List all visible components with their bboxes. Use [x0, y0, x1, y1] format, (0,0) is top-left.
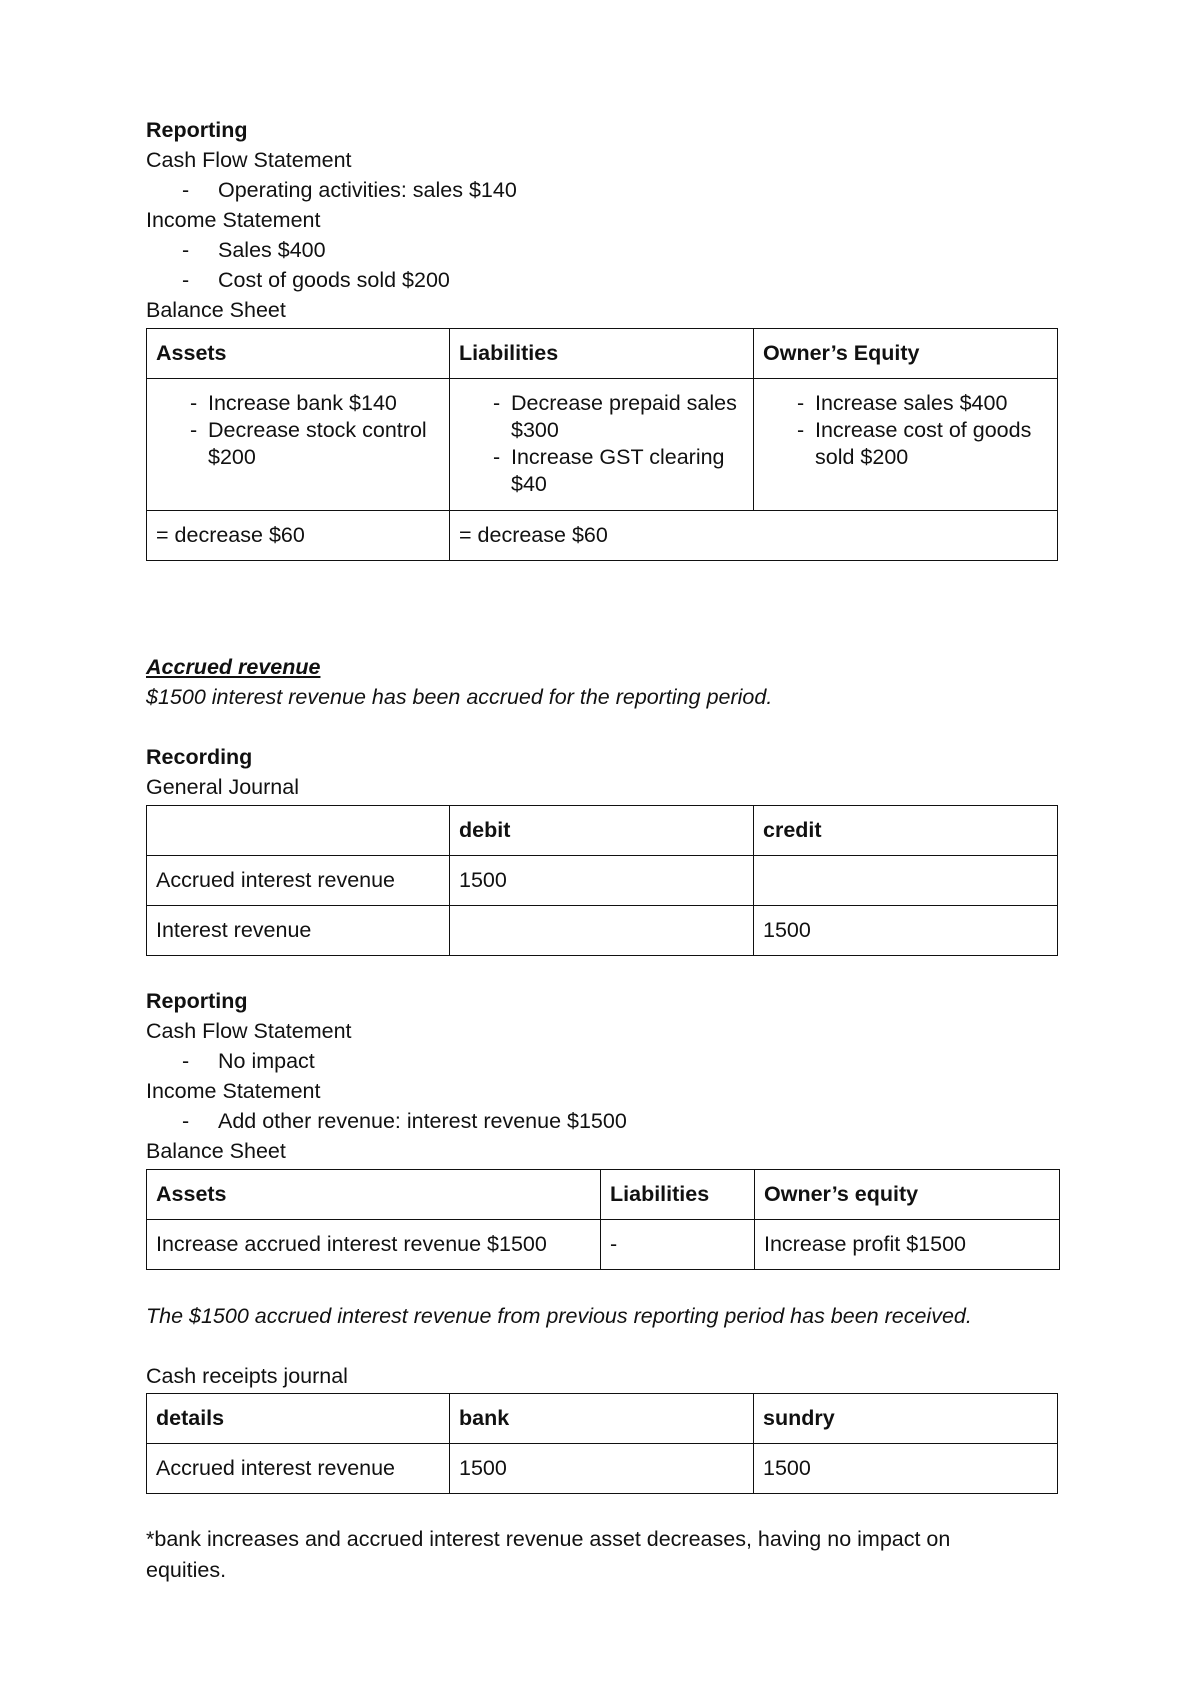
table-cell: 1500 — [450, 1444, 754, 1494]
balance-sheet-table — [146, 328, 1058, 561]
balance-sheet-label: Balance Sheet — [146, 1139, 286, 1163]
table-header: details — [147, 1394, 450, 1444]
cash-flow-item: - Operating activities: sales $140 — [182, 178, 517, 202]
table-header: Owner’s Equity — [754, 329, 1058, 379]
table-cell: Interest revenue — [147, 906, 450, 956]
list-item: - Decrease stock control $200 — [190, 418, 427, 469]
table-header: bank — [450, 1394, 754, 1444]
table-header: Owner’s equity — [755, 1170, 1060, 1220]
general-journal-label: General Journal — [146, 775, 299, 799]
cash-flow-label: Cash Flow Statement — [146, 1019, 352, 1043]
balance-sheet-table — [146, 1169, 1060, 1270]
table-cell: - — [601, 1220, 755, 1270]
table-cell: Increase profit $1500 — [755, 1220, 1060, 1270]
cash-flow-label: Cash Flow Statement — [146, 148, 352, 172]
reporting-heading: Reporting — [146, 989, 248, 1013]
income-statement-label: Income Statement — [146, 208, 321, 232]
table-cell: Increase accrued interest revenue $1500 — [147, 1220, 601, 1270]
assets-cell — [147, 379, 450, 511]
received-note: The $1500 accrued interest revenue from previous reporting period has been received. — [146, 1304, 972, 1328]
cash-receipts-table — [146, 1393, 1058, 1494]
cash-receipts-label: Cash receipts journal — [146, 1364, 348, 1388]
section-description: $1500 interest revenue has been accrued for the reporting period. — [146, 685, 773, 709]
list-item: - Increase bank $140 — [190, 391, 397, 415]
table-header — [147, 806, 450, 856]
income-statement-label: Income Statement — [146, 1079, 321, 1103]
liabilities-cell — [450, 379, 754, 511]
table-header: Liabilities — [450, 329, 754, 379]
table-header: Liabilities — [601, 1170, 755, 1220]
table-header: Assets — [147, 1170, 601, 1220]
liabilities-total: = decrease $60 — [450, 511, 1058, 561]
recording-heading: Recording — [146, 745, 253, 769]
list-item: - Increase sales $400 — [797, 391, 1008, 415]
balance-sheet-label: Balance Sheet — [146, 298, 286, 322]
table-cell: 1500 — [754, 1444, 1058, 1494]
list-item: - Decrease prepaid sales $300 — [493, 391, 737, 442]
list-item: - Increase GST clearing $40 — [493, 445, 725, 496]
table-row — [147, 856, 1058, 906]
table-row — [147, 1444, 1058, 1494]
footnote: *bank increases and accrued interest revenue asset decreases, having no impact on equities. — [146, 1527, 951, 1582]
table-header: Assets — [147, 329, 450, 379]
table-cell: 1500 — [754, 906, 1058, 956]
table-row — [147, 1220, 1060, 1270]
general-journal-table — [146, 805, 1058, 956]
table-cell: 1500 — [450, 856, 754, 906]
reporting-heading: Reporting — [146, 118, 248, 142]
table-header: debit — [450, 806, 754, 856]
table-header: sundry — [754, 1394, 1058, 1444]
assets-total: = decrease $60 — [147, 511, 450, 561]
table-header: credit — [754, 806, 1058, 856]
cash-flow-item: - No impact — [182, 1049, 315, 1073]
income-item: - Add other revenue: interest revenue $1500 — [182, 1109, 627, 1133]
income-item: - Sales $400 — [182, 238, 326, 262]
table-row — [147, 906, 1058, 956]
equity-cell — [754, 379, 1058, 511]
table-cell — [754, 856, 1058, 906]
table-cell: Accrued interest revenue — [147, 1444, 450, 1494]
section-title: Accrued revenue — [146, 655, 321, 679]
list-item: - Increase cost of goods sold $200 — [797, 418, 1032, 469]
income-item: - Cost of goods sold $200 — [182, 268, 450, 292]
table-cell — [450, 906, 754, 956]
table-cell: Accrued interest revenue — [147, 856, 450, 906]
